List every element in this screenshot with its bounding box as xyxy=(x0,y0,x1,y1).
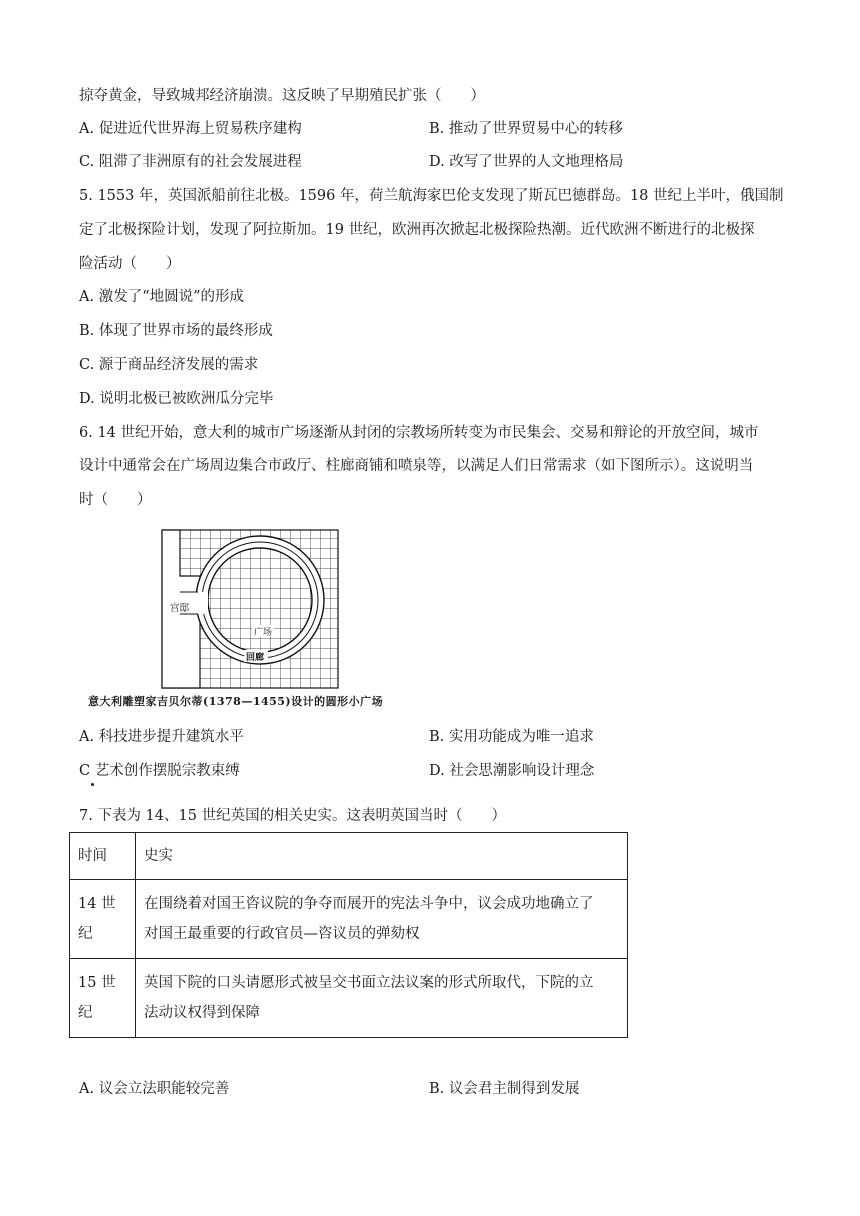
table-header-row xyxy=(70,833,628,880)
fact-line: 法动议权得到保障 xyxy=(144,1005,260,1021)
q6-stem-line-3: 时（ ） xyxy=(79,492,152,508)
q7-option-a: A. 议会立法职能较完善 xyxy=(79,1081,230,1097)
q7-option-b: B. 议会君主制得到发展 xyxy=(429,1081,580,1097)
q5-option-d: D. 说明北极已被欧洲瓜分完毕 xyxy=(79,391,274,407)
q6-stem-line-1: 6. 14 世纪开始，意大利的城市广场逐渐从封闭的宗教场所转变为市民集会、交易和辩论的开放空间，城市 xyxy=(79,425,759,441)
q7-stem: 7. 下表为 14、15 世纪英国的相关史实。这表明英国当时（ ） xyxy=(79,808,507,824)
fact-line: 英国下院的口头请愿形式被呈交书面立法议案的形式所取代，下院的立 xyxy=(144,975,594,991)
q4-stem-end: 掠夺黄金，导致城邦经济崩溃。这反映了早期殖民扩张（ ） xyxy=(79,88,485,104)
q6-option-d: D. 社会思潮影响设计理念 xyxy=(429,763,595,779)
q5-stem-line-1: 5. 1553 年，英国派船前往北极。1596 年，荷兰航海家巴伦支发现了斯瓦巴德群岛。18 世纪上半叶，俄国制 xyxy=(79,188,784,204)
q4-option-c: C. 阻滞了非洲原有的社会发展进程 xyxy=(79,154,302,170)
row-facts xyxy=(136,880,628,959)
q5-option-a: A. 激发了“地圆说”的形成 xyxy=(79,289,245,305)
q5-option-b: B. 体现了世界市场的最终形成 xyxy=(79,323,273,339)
q4-option-d: D. 改写了世界的人文地理格局 xyxy=(429,154,624,170)
q5-stem-line-3: 险活动（ ） xyxy=(79,256,181,272)
table-row xyxy=(70,959,628,1038)
plaza-label: 广场 xyxy=(254,628,273,638)
figure-caption: 意大利雕塑家吉贝尔蒂(1378—1455)设计的圆形小广场 xyxy=(88,695,384,708)
history-table xyxy=(69,832,628,1038)
fact-line: 在围绕着对国王咨议院的争夺而展开的宪法斗争中，议会成功地确立了 xyxy=(144,896,594,912)
q6-option-b: B. 实用功能成为唯一追求 xyxy=(429,729,594,745)
q5-option-c: C. 源于商品经济发展的需求 xyxy=(79,357,259,373)
q6-option-a: A. 科技进步提升建筑水平 xyxy=(79,729,244,745)
q4-option-a: A. 促进近代世界海上贸易秩序建构 xyxy=(79,121,302,137)
q4-option-b: B. 推动了世界贸易中心的转移 xyxy=(429,121,623,137)
stray-dot xyxy=(91,783,94,786)
row-facts xyxy=(136,959,628,1038)
header-facts: 史实 xyxy=(136,833,628,880)
fact-line: 对国王最重要的行政官员—咨议员的弹劾权 xyxy=(144,926,420,942)
q6-stem-line-2: 设计中通常会在广场周边集合市政厅、柱廊商铺和喷泉等，以满足人们日常需求（如下图所示）。这说明当 xyxy=(79,458,754,474)
row-time: 14 世纪 xyxy=(70,880,136,959)
colonnade-label: 回廊 xyxy=(246,653,265,663)
q5-stem-line-2: 定了北极探险计划，发现了阿拉斯加。19 世纪，欧洲再次掀起北极探险热潮。近代欧洲不断进行的北极探 xyxy=(79,222,755,238)
q6-option-c: C 艺术创作摆脱宗教束缚 xyxy=(79,763,240,779)
header-time: 时间 xyxy=(70,833,136,880)
palace-label: 宫邸 xyxy=(170,603,190,614)
plaza-plan-figure xyxy=(100,528,400,690)
table-row xyxy=(70,880,628,959)
row-time: 15 世纪 xyxy=(70,959,136,1038)
